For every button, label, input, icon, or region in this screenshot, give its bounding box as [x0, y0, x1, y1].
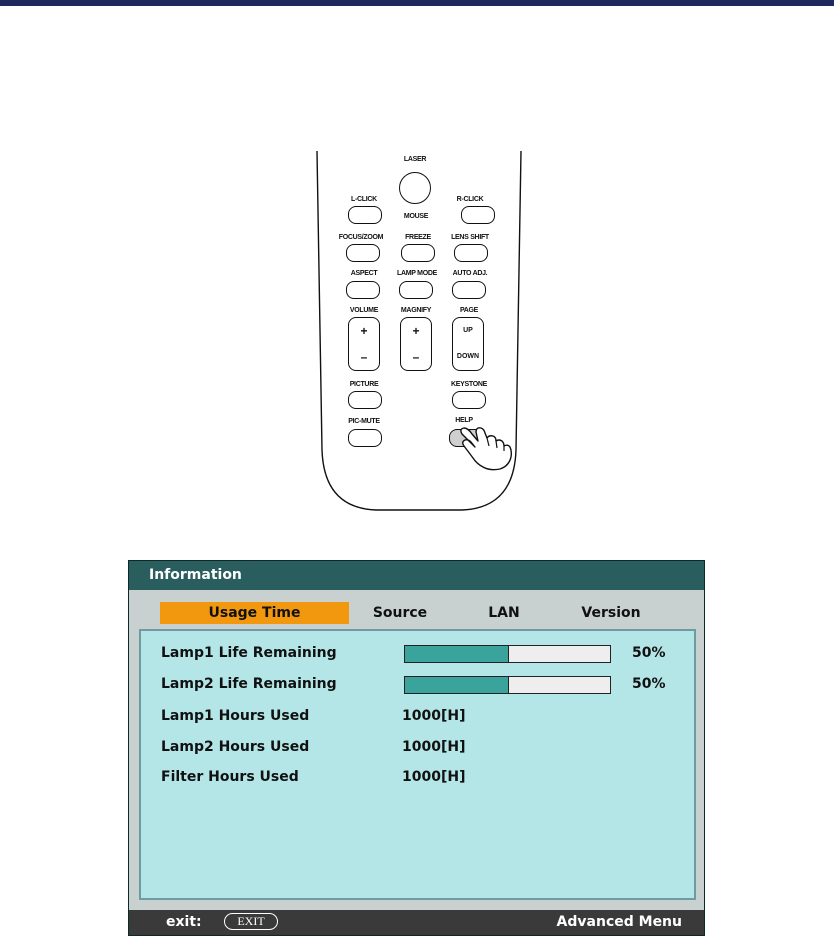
lamp-mode-label: LAMP MODE [397, 270, 437, 277]
tab-version[interactable]: Version [581, 605, 641, 621]
lamp1-life-label: Lamp1 Life Remaining [161, 645, 337, 661]
lamp1-hours-value: 1000[H] [402, 708, 466, 724]
laser-button[interactable] [399, 172, 431, 204]
magnify-rocker[interactable] [400, 317, 432, 371]
tab-usage-time[interactable]: Usage Time [160, 602, 349, 624]
focus-zoom-label: FOCUS/ZOOM [338, 234, 384, 241]
keystone-label: KEYSTONE [451, 381, 487, 388]
pic-mute-button[interactable] [348, 429, 382, 447]
magnify-plus: + [412, 324, 420, 338]
lens-shift-label: LENS SHIFT [451, 234, 489, 241]
lens-shift-button[interactable] [454, 244, 488, 262]
help-label: HELP [455, 417, 473, 424]
filter-hours-label: Filter Hours Used [161, 769, 299, 785]
freeze-button[interactable] [401, 244, 435, 262]
tab-source[interactable]: Source [372, 605, 428, 621]
usage-time-panel [139, 629, 696, 900]
mouse-label: MOUSE [403, 213, 429, 220]
volume-label: VOLUME [349, 307, 379, 314]
page-rocker[interactable] [452, 317, 484, 371]
freeze-label: FREEZE [405, 234, 431, 241]
lamp1-hours-label: Lamp1 Hours Used [161, 708, 310, 724]
lamp2-life-label: Lamp2 Life Remaining [161, 676, 337, 692]
focus-zoom-button[interactable] [346, 244, 380, 262]
page-down: DOWN [456, 353, 480, 360]
information-window [128, 560, 705, 936]
info-tab-bar [129, 592, 704, 626]
lamp2-hours-value: 1000[H] [402, 739, 466, 755]
pic-mute-label: PIC-MUTE [348, 418, 380, 425]
information-title: Information [129, 561, 704, 590]
aspect-label: ASPECT [350, 270, 378, 277]
volume-rocker[interactable] [348, 317, 380, 371]
top-rule [0, 0, 834, 6]
info-footer [129, 910, 704, 935]
aspect-button[interactable] [346, 281, 380, 299]
filter-hours-value: 1000[H] [402, 769, 466, 785]
page-up: UP [463, 327, 473, 334]
lamp2-life-bar-fill [405, 677, 509, 693]
advanced-menu-label: Advanced Menu [556, 914, 682, 930]
magnify-label: MAGNIFY [400, 307, 432, 314]
auto-adj-button[interactable] [452, 281, 486, 299]
l-click-label: L-CLICK [351, 196, 377, 203]
picture-button[interactable] [348, 391, 382, 409]
lamp2-life-percent: 50% [632, 676, 666, 692]
auto-adj-label: AUTO ADJ. [452, 270, 488, 277]
r-click-button[interactable] [461, 206, 495, 224]
tab-lan[interactable]: LAN [488, 605, 520, 621]
lamp1-life-bar [404, 645, 611, 663]
volume-plus: + [360, 324, 368, 338]
volume-minus: – [360, 350, 368, 364]
keystone-button[interactable] [452, 391, 486, 409]
lamp1-life-bar-fill [405, 646, 509, 662]
lamp2-life-bar [404, 676, 611, 694]
picture-label: PICTURE [349, 381, 379, 388]
exit-button[interactable]: EXIT [224, 913, 278, 930]
r-click-label: R-CLICK [456, 196, 484, 203]
magnify-minus: – [412, 350, 420, 364]
l-click-button[interactable] [348, 206, 382, 224]
page-label: PAGE [459, 307, 479, 314]
laser-label: LASER [403, 156, 427, 163]
lamp1-life-percent: 50% [632, 645, 666, 661]
pointing-hand-icon [456, 424, 518, 472]
exit-label: exit: [166, 914, 202, 930]
lamp-mode-button[interactable] [399, 281, 433, 299]
lamp2-hours-label: Lamp2 Hours Used [161, 739, 310, 755]
